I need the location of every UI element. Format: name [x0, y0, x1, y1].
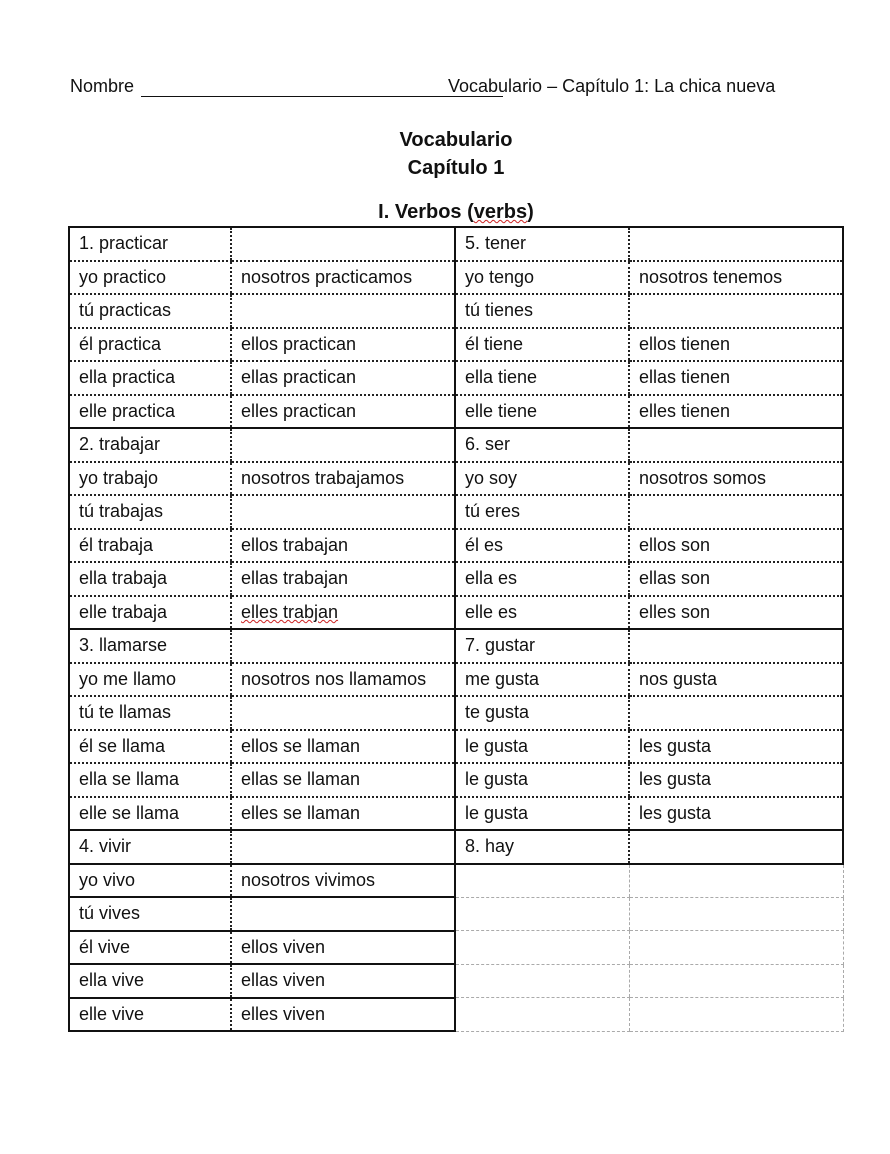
conjugation-cell: ellas practican: [231, 361, 455, 395]
conjugation-cell: él se llama: [69, 730, 231, 764]
conjugation-cell: nosotros nos llamamos: [231, 663, 455, 697]
conjugation-cell: elle practica: [69, 395, 231, 429]
verb-heading-cell: 3. llamarse: [69, 629, 231, 663]
conjugation-cell: ella practica: [69, 361, 231, 395]
table-row: [69, 529, 843, 563]
section-heading-verbos: [0, 201, 890, 224]
table-row: [69, 294, 843, 328]
conjugation-cell: les gusta: [629, 797, 843, 831]
conjugation-cell: él practica: [69, 328, 231, 362]
conjugation-cell: elles son: [629, 596, 843, 630]
conjugation-cell: [629, 428, 843, 462]
verb-heading-cell: 4. vivir: [69, 830, 231, 864]
conjugation-cell: [231, 428, 455, 462]
conjugation-cell: [629, 931, 843, 965]
conjugation-cell: [629, 696, 843, 730]
heading-vocabulario: Vocabulario: [399, 129, 513, 151]
conjugation-cell: les gusta: [629, 763, 843, 797]
table-row: [69, 596, 843, 630]
section-heading-word: verbs: [473, 201, 528, 223]
conjugation-cell: tú te llamas: [69, 696, 231, 730]
conjugation-cell: yo tengo: [455, 261, 629, 295]
table-row: [69, 897, 843, 931]
conjugation-cell: te gusta: [455, 696, 629, 730]
conjugation-cell: tú trabajas: [69, 495, 231, 529]
conjugation-cell: le gusta: [455, 797, 629, 831]
conjugation-cell: ella es: [455, 562, 629, 596]
conjugation-cell: le gusta: [455, 730, 629, 764]
conjugation-cell: nosotros tenemos: [629, 261, 843, 295]
conjugation-cell: me gusta: [455, 663, 629, 697]
conjugation-cell: tú eres: [455, 495, 629, 529]
table-row: [69, 495, 843, 529]
table-row: [69, 562, 843, 596]
table-row: [69, 462, 843, 496]
conjugation-cell: elles practican: [231, 395, 455, 429]
table-row: [69, 428, 843, 462]
conjugation-cell: ella se llama: [69, 763, 231, 797]
conjugation-cell: [455, 897, 629, 931]
conjugation-cell: ellos practican: [231, 328, 455, 362]
conjugation-cell: [629, 998, 843, 1032]
table-row: [69, 328, 843, 362]
conjugation-cell: elle tiene: [455, 395, 629, 429]
table-row: [69, 361, 843, 395]
conjugation-cell: elle se llama: [69, 797, 231, 831]
conjugation-cell: [629, 897, 843, 931]
conjugation-cell: [629, 830, 843, 864]
conjugation-cell: ellos trabajan: [231, 529, 455, 563]
table-row: [69, 964, 843, 998]
verb-conjugation-table: [68, 226, 844, 1032]
conjugation-cell: él tiene: [455, 328, 629, 362]
conjugation-cell: le gusta: [455, 763, 629, 797]
conjugation-cell: ellas son: [629, 562, 843, 596]
verb-heading-cell: 2. trabajar: [69, 428, 231, 462]
conjugation-cell: él es: [455, 529, 629, 563]
section-heading-suffix: ): [527, 201, 534, 223]
table-row: [69, 763, 843, 797]
conjugation-cell: ellos viven: [231, 931, 455, 965]
conjugation-cell: yo trabajo: [69, 462, 231, 496]
table-row: [69, 261, 843, 295]
conjugation-cell: ellas trabajan: [231, 562, 455, 596]
conjugation-cell: ellos tienen: [629, 328, 843, 362]
conjugation-cell: les gusta: [629, 730, 843, 764]
conjugation-cell: [231, 596, 455, 630]
verb-heading-cell: 8. hay: [455, 830, 629, 864]
conjugation-cell: elle trabaja: [69, 596, 231, 630]
conjugation-cell: él trabaja: [69, 529, 231, 563]
conjugation-cell: yo soy: [455, 462, 629, 496]
conjugation-cell: [231, 227, 455, 261]
conjugation-cell: yo vivo: [69, 864, 231, 898]
conjugation-cell: yo me llamo: [69, 663, 231, 697]
conjugation-cell: nosotros somos: [629, 462, 843, 496]
name-label: Nombre: [70, 76, 135, 96]
conjugation-cell: elle es: [455, 596, 629, 630]
section-heading-prefix: I. Verbos (: [378, 201, 474, 223]
conjugation-cell: yo practico: [69, 261, 231, 295]
conjugation-cell: [231, 629, 455, 663]
table-row: [69, 395, 843, 429]
conjugation-cell: nosotros vivimos: [231, 864, 455, 898]
heading-capitulo: Capítulo 1: [407, 157, 505, 179]
conjugation-cell: ellos son: [629, 529, 843, 563]
conjugation-cell: ellas viven: [231, 964, 455, 998]
conjugation-cell: [231, 830, 455, 864]
conjugation-cell: tú vives: [69, 897, 231, 931]
conjugation-cell: ellos se llaman: [231, 730, 455, 764]
conjugation-cell: nos gusta: [629, 663, 843, 697]
verb-heading-cell: 5. tener: [455, 227, 629, 261]
conjugation-cell: elle vive: [69, 998, 231, 1032]
worksheet-header: [70, 76, 830, 100]
conjugation-cell: [629, 864, 843, 898]
conjugation-cell: [455, 931, 629, 965]
conjugation-cell: ella vive: [69, 964, 231, 998]
table-row: [69, 998, 843, 1032]
conjugation-cell: [231, 294, 455, 328]
conjugation-cell: elles tienen: [629, 395, 843, 429]
verb-heading-cell: 1. practicar: [69, 227, 231, 261]
table-row: [69, 629, 843, 663]
conjugation-cell: tú tienes: [455, 294, 629, 328]
conjugation-cell: [629, 964, 843, 998]
spellcheck-flagged-word: elles trabjan: [241, 601, 339, 622]
table-row: [69, 797, 843, 831]
conjugation-cell: nosotros trabajamos: [231, 462, 455, 496]
conjugation-cell: ella trabaja: [69, 562, 231, 596]
table-row: [69, 663, 843, 697]
conjugation-cell: nosotros practicamos: [231, 261, 455, 295]
table-row: [69, 227, 843, 261]
conjugation-cell: ella tiene: [455, 361, 629, 395]
conjugation-cell: ellas tienen: [629, 361, 843, 395]
worksheet-title: Vocabulario – Capítulo 1: La chica nueva: [448, 76, 776, 96]
conjugation-cell: [455, 998, 629, 1032]
conjugation-cell: él vive: [69, 931, 231, 965]
conjugation-cell: [231, 495, 455, 529]
table-row: [69, 730, 843, 764]
conjugation-cell: [231, 696, 455, 730]
conjugation-cell: [455, 864, 629, 898]
conjugation-cell: [629, 294, 843, 328]
verb-heading-cell: 6. ser: [455, 428, 629, 462]
conjugation-cell: [629, 629, 843, 663]
conjugation-cell: [231, 897, 455, 931]
conjugation-cell: [455, 964, 629, 998]
conjugation-cell: [629, 495, 843, 529]
table-row: [69, 696, 843, 730]
conjugation-cell: elles viven: [231, 998, 455, 1032]
conjugation-cell: elles se llaman: [231, 797, 455, 831]
table-row: [69, 931, 843, 965]
table-row: [69, 864, 843, 898]
conjugation-cell: [629, 227, 843, 261]
conjugation-cell: tú practicas: [69, 294, 231, 328]
table-row: [69, 830, 843, 864]
conjugation-cell: ellas se llaman: [231, 763, 455, 797]
verb-heading-cell: 7. gustar: [455, 629, 629, 663]
